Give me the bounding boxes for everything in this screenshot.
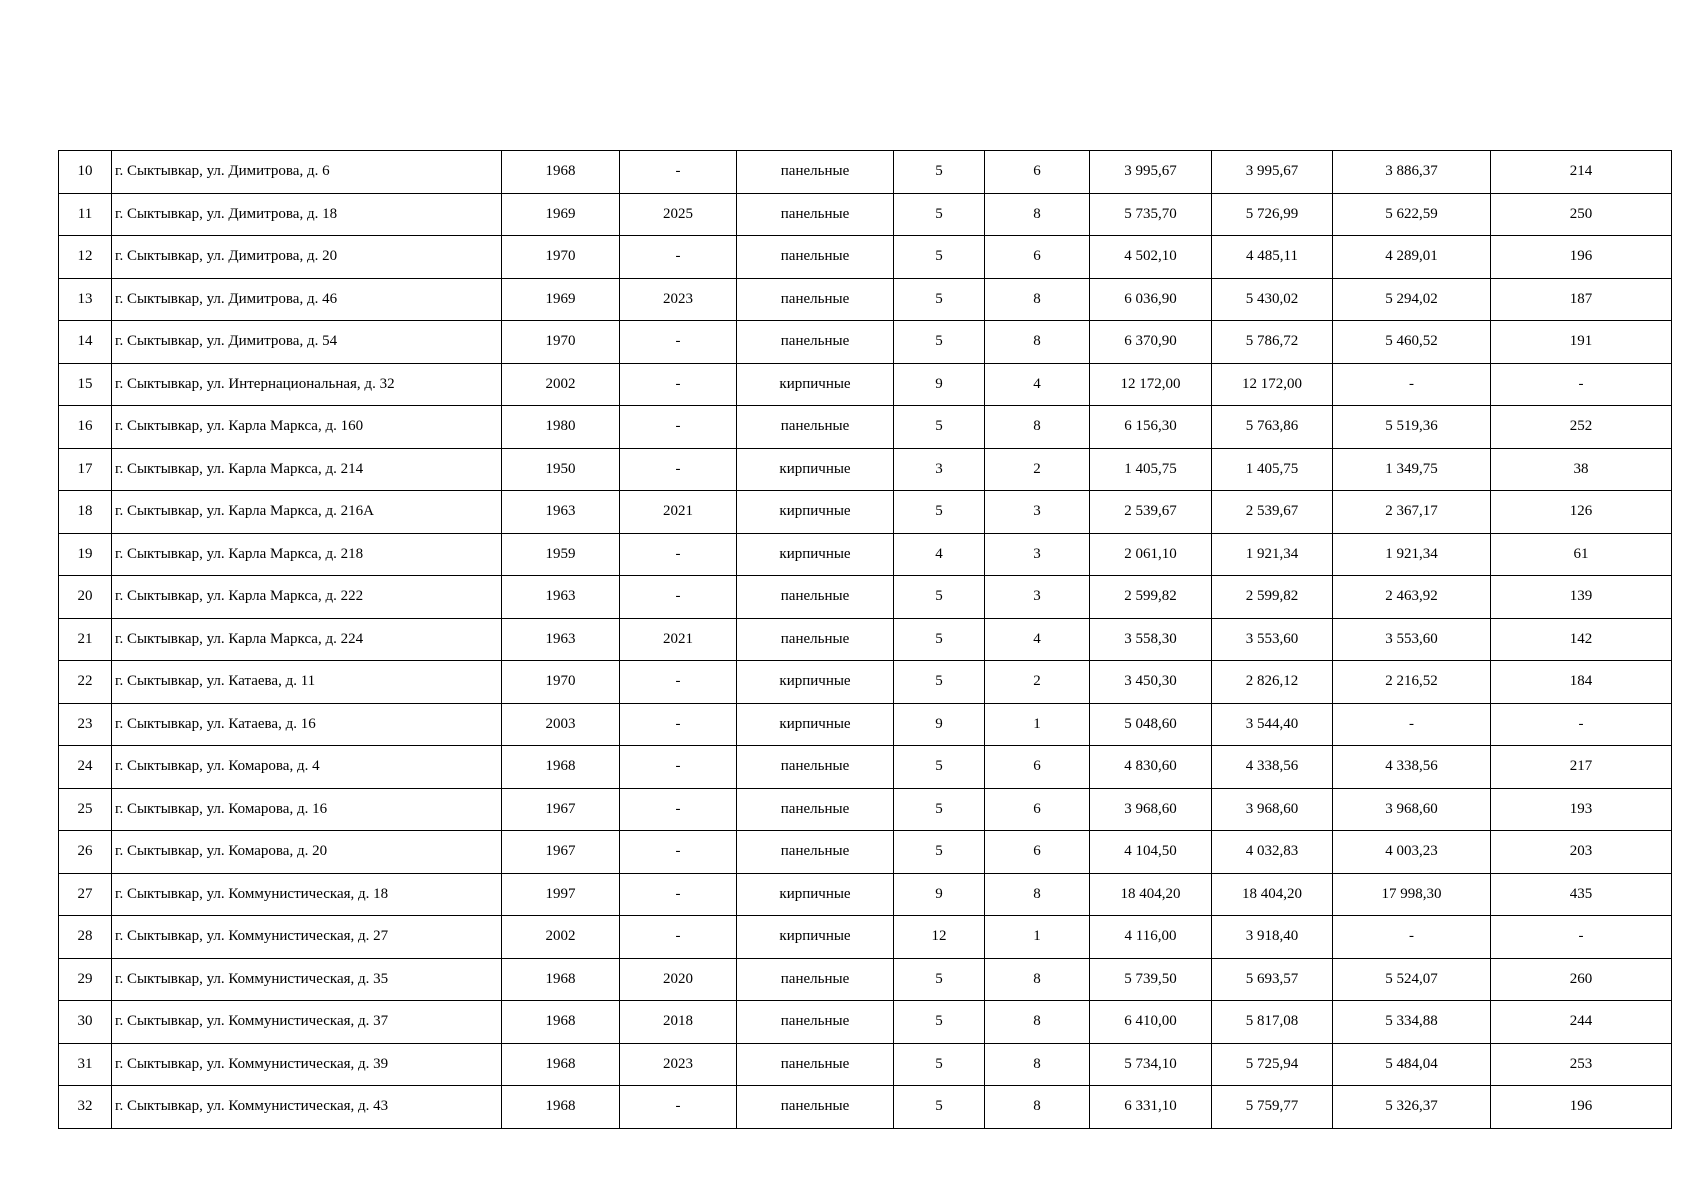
address-cell: г. Сыктывкар, ул. Димитрова, д. 18 — [112, 193, 502, 236]
total-area-cell: 4 502,10 — [1090, 236, 1212, 279]
year-built-cell: 1963 — [502, 618, 620, 661]
wall-material-cell: панельные — [737, 151, 894, 194]
residential-area-cell: 3 918,40 — [1212, 916, 1333, 959]
floors-cell: 5 — [894, 1086, 985, 1129]
address-cell: г. Сыктывкар, ул. Димитрова, д. 54 — [112, 321, 502, 364]
address-cell: г. Сыктывкар, ул. Карла Маркса, д. 218 — [112, 533, 502, 576]
row-number-cell: 26 — [59, 831, 112, 874]
floors-cell: 5 — [894, 788, 985, 831]
residential-area-cell: 2 539,67 — [1212, 491, 1333, 534]
total-area-cell: 4 104,50 — [1090, 831, 1212, 874]
total-area-cell: 5 048,60 — [1090, 703, 1212, 746]
total-area-cell: 6 036,90 — [1090, 278, 1212, 321]
address-cell: г. Сыктывкар, ул. Карла Маркса, д. 224 — [112, 618, 502, 661]
address-cell: г. Сыктывкар, ул. Коммунистическая, д. 39 — [112, 1043, 502, 1086]
row-number-cell: 11 — [59, 193, 112, 236]
table-row — [59, 406, 1672, 449]
repair-year-cell: 2023 — [620, 1043, 737, 1086]
entrances-cell: 1 — [985, 916, 1090, 959]
repair-year-cell: - — [620, 746, 737, 789]
row-number-cell: 32 — [59, 1086, 112, 1129]
year-built-cell: 1968 — [502, 1043, 620, 1086]
floors-cell: 5 — [894, 491, 985, 534]
repair-year-cell: - — [620, 448, 737, 491]
apartment-area-cell: 5 334,88 — [1333, 1001, 1491, 1044]
total-area-cell: 4 830,60 — [1090, 746, 1212, 789]
year-built-cell: 1963 — [502, 491, 620, 534]
apartment-area-cell: - — [1333, 916, 1491, 959]
wall-material-cell: кирпичные — [737, 491, 894, 534]
apartment-area-cell: 3 553,60 — [1333, 618, 1491, 661]
entrances-cell: 8 — [985, 958, 1090, 1001]
wall-material-cell: панельные — [737, 1086, 894, 1129]
row-number-cell: 12 — [59, 236, 112, 279]
apartment-area-cell: - — [1333, 703, 1491, 746]
wall-material-cell: кирпичные — [737, 873, 894, 916]
apartment-area-cell: 5 326,37 — [1333, 1086, 1491, 1129]
repair-year-cell: - — [620, 576, 737, 619]
repair-year-cell: - — [620, 873, 737, 916]
wall-material-cell: панельные — [737, 618, 894, 661]
residents-cell: 214 — [1491, 151, 1672, 194]
wall-material-cell: кирпичные — [737, 448, 894, 491]
year-built-cell: 1959 — [502, 533, 620, 576]
residential-area-cell: 5 693,57 — [1212, 958, 1333, 1001]
row-number-cell: 23 — [59, 703, 112, 746]
table-row — [59, 363, 1672, 406]
entrances-cell: 2 — [985, 661, 1090, 704]
address-cell: г. Сыктывкар, ул. Карла Маркса, д. 160 — [112, 406, 502, 449]
residential-area-cell: 2 826,12 — [1212, 661, 1333, 704]
table-row — [59, 491, 1672, 534]
wall-material-cell: панельные — [737, 236, 894, 279]
year-built-cell: 1968 — [502, 746, 620, 789]
residents-cell: 61 — [1491, 533, 1672, 576]
table-row — [59, 873, 1672, 916]
entrances-cell: 6 — [985, 151, 1090, 194]
wall-material-cell: панельные — [737, 406, 894, 449]
row-number-cell: 31 — [59, 1043, 112, 1086]
year-built-cell: 1967 — [502, 831, 620, 874]
entrances-cell: 8 — [985, 873, 1090, 916]
row-number-cell: 27 — [59, 873, 112, 916]
entrances-cell: 6 — [985, 236, 1090, 279]
address-cell: г. Сыктывкар, ул. Карла Маркса, д. 222 — [112, 576, 502, 619]
wall-material-cell: панельные — [737, 1001, 894, 1044]
apartment-area-cell: 3 968,60 — [1333, 788, 1491, 831]
floors-cell: 5 — [894, 746, 985, 789]
entrances-cell: 3 — [985, 491, 1090, 534]
floors-cell: 5 — [894, 1001, 985, 1044]
total-area-cell: 3 995,67 — [1090, 151, 1212, 194]
residential-area-cell: 1 921,34 — [1212, 533, 1333, 576]
table-row — [59, 831, 1672, 874]
address-cell: г. Сыктывкар, ул. Карла Маркса, д. 216А — [112, 491, 502, 534]
entrances-cell: 4 — [985, 363, 1090, 406]
address-cell: г. Сыктывкар, ул. Комарова, д. 4 — [112, 746, 502, 789]
floors-cell: 5 — [894, 831, 985, 874]
row-number-cell: 17 — [59, 448, 112, 491]
residential-area-cell: 5 726,99 — [1212, 193, 1333, 236]
repair-year-cell: - — [620, 703, 737, 746]
year-built-cell: 1950 — [502, 448, 620, 491]
apartment-area-cell: 5 484,04 — [1333, 1043, 1491, 1086]
repair-year-cell: - — [620, 533, 737, 576]
residents-cell: - — [1491, 916, 1672, 959]
entrances-cell: 8 — [985, 278, 1090, 321]
residents-cell: - — [1491, 703, 1672, 746]
floors-cell: 5 — [894, 661, 985, 704]
apartment-area-cell: 3 886,37 — [1333, 151, 1491, 194]
table-row — [59, 618, 1672, 661]
residential-area-cell: 5 817,08 — [1212, 1001, 1333, 1044]
residential-area-cell: 4 032,83 — [1212, 831, 1333, 874]
row-number-cell: 22 — [59, 661, 112, 704]
repair-year-cell: - — [620, 661, 737, 704]
residents-cell: 38 — [1491, 448, 1672, 491]
apartment-area-cell: 5 519,36 — [1333, 406, 1491, 449]
residential-area-cell: 5 725,94 — [1212, 1043, 1333, 1086]
entrances-cell: 2 — [985, 448, 1090, 491]
residents-cell: 196 — [1491, 1086, 1672, 1129]
row-number-cell: 13 — [59, 278, 112, 321]
table-row — [59, 916, 1672, 959]
wall-material-cell: кирпичные — [737, 661, 894, 704]
residents-cell: 126 — [1491, 491, 1672, 534]
wall-material-cell: кирпичные — [737, 916, 894, 959]
wall-material-cell: панельные — [737, 958, 894, 1001]
residents-cell: 139 — [1491, 576, 1672, 619]
residents-cell: 193 — [1491, 788, 1672, 831]
table-row — [59, 788, 1672, 831]
address-cell: г. Сыктывкар, ул. Катаева, д. 11 — [112, 661, 502, 704]
table-row — [59, 236, 1672, 279]
apartment-area-cell: 5 524,07 — [1333, 958, 1491, 1001]
wall-material-cell: кирпичные — [737, 363, 894, 406]
total-area-cell: 12 172,00 — [1090, 363, 1212, 406]
row-number-cell: 14 — [59, 321, 112, 364]
entrances-cell: 6 — [985, 788, 1090, 831]
row-number-cell: 19 — [59, 533, 112, 576]
residential-area-cell: 3 544,40 — [1212, 703, 1333, 746]
entrances-cell: 6 — [985, 831, 1090, 874]
apartment-area-cell: 5 460,52 — [1333, 321, 1491, 364]
table-row — [59, 1086, 1672, 1129]
wall-material-cell: панельные — [737, 788, 894, 831]
total-area-cell: 5 735,70 — [1090, 193, 1212, 236]
table-row — [59, 533, 1672, 576]
wall-material-cell: панельные — [737, 576, 894, 619]
wall-material-cell: панельные — [737, 831, 894, 874]
apartment-area-cell: 4 338,56 — [1333, 746, 1491, 789]
row-number-cell: 16 — [59, 406, 112, 449]
wall-material-cell: кирпичные — [737, 533, 894, 576]
floors-cell: 5 — [894, 321, 985, 364]
residential-area-cell: 12 172,00 — [1212, 363, 1333, 406]
repair-year-cell: - — [620, 916, 737, 959]
entrances-cell: 6 — [985, 746, 1090, 789]
table-body — [59, 151, 1672, 1129]
address-cell: г. Сыктывкар, ул. Коммунистическая, д. 18 — [112, 873, 502, 916]
residents-cell: 253 — [1491, 1043, 1672, 1086]
total-area-cell: 6 410,00 — [1090, 1001, 1212, 1044]
year-built-cell: 1969 — [502, 193, 620, 236]
residents-cell: 260 — [1491, 958, 1672, 1001]
residents-cell: 244 — [1491, 1001, 1672, 1044]
table-row — [59, 278, 1672, 321]
year-built-cell: 1970 — [502, 661, 620, 704]
total-area-cell: 3 558,30 — [1090, 618, 1212, 661]
total-area-cell: 2 539,67 — [1090, 491, 1212, 534]
residential-area-cell: 3 995,67 — [1212, 151, 1333, 194]
residents-cell: 435 — [1491, 873, 1672, 916]
residential-area-cell: 5 763,86 — [1212, 406, 1333, 449]
year-built-cell: 1980 — [502, 406, 620, 449]
repair-year-cell: - — [620, 788, 737, 831]
total-area-cell: 2 061,10 — [1090, 533, 1212, 576]
residential-area-cell: 5 430,02 — [1212, 278, 1333, 321]
total-area-cell: 3 968,60 — [1090, 788, 1212, 831]
year-built-cell: 1963 — [502, 576, 620, 619]
residential-area-cell: 1 405,75 — [1212, 448, 1333, 491]
row-number-cell: 30 — [59, 1001, 112, 1044]
repair-year-cell: - — [620, 321, 737, 364]
repair-year-cell: - — [620, 151, 737, 194]
row-number-cell: 25 — [59, 788, 112, 831]
residential-area-cell: 18 404,20 — [1212, 873, 1333, 916]
apartment-area-cell: 4 003,23 — [1333, 831, 1491, 874]
row-number-cell: 24 — [59, 746, 112, 789]
table-row — [59, 703, 1672, 746]
entrances-cell: 3 — [985, 533, 1090, 576]
total-area-cell: 6 156,30 — [1090, 406, 1212, 449]
total-area-cell: 4 116,00 — [1090, 916, 1212, 959]
total-area-cell: 6 331,10 — [1090, 1086, 1212, 1129]
apartment-area-cell: 5 622,59 — [1333, 193, 1491, 236]
residential-area-cell: 5 759,77 — [1212, 1086, 1333, 1129]
row-number-cell: 20 — [59, 576, 112, 619]
residential-area-cell: 4 338,56 — [1212, 746, 1333, 789]
address-cell: г. Сыктывкар, ул. Карла Маркса, д. 214 — [112, 448, 502, 491]
entrances-cell: 4 — [985, 618, 1090, 661]
floors-cell: 5 — [894, 1043, 985, 1086]
total-area-cell: 6 370,90 — [1090, 321, 1212, 364]
apartment-area-cell: 1 921,34 — [1333, 533, 1491, 576]
total-area-cell: 1 405,75 — [1090, 448, 1212, 491]
residents-cell: 217 — [1491, 746, 1672, 789]
floors-cell: 5 — [894, 406, 985, 449]
table-row — [59, 958, 1672, 1001]
address-cell: г. Сыктывкар, ул. Коммунистическая, д. 43 — [112, 1086, 502, 1129]
total-area-cell: 3 450,30 — [1090, 661, 1212, 704]
entrances-cell: 8 — [985, 1043, 1090, 1086]
year-built-cell: 2002 — [502, 916, 620, 959]
address-cell: г. Сыктывкар, ул. Интернациональная, д. 32 — [112, 363, 502, 406]
year-built-cell: 1969 — [502, 278, 620, 321]
apartment-area-cell: 1 349,75 — [1333, 448, 1491, 491]
repair-year-cell: 2021 — [620, 491, 737, 534]
address-cell: г. Сыктывкар, ул. Димитрова, д. 46 — [112, 278, 502, 321]
row-number-cell: 10 — [59, 151, 112, 194]
address-cell: г. Сыктывкар, ул. Коммунистическая, д. 35 — [112, 958, 502, 1001]
row-number-cell: 21 — [59, 618, 112, 661]
apartment-area-cell: 2 216,52 — [1333, 661, 1491, 704]
repair-year-cell: 2021 — [620, 618, 737, 661]
repair-year-cell: - — [620, 406, 737, 449]
table-row — [59, 576, 1672, 619]
table-row — [59, 746, 1672, 789]
residents-cell: 203 — [1491, 831, 1672, 874]
residents-cell: 196 — [1491, 236, 1672, 279]
entrances-cell: 1 — [985, 703, 1090, 746]
table-row — [59, 321, 1672, 364]
address-cell: г. Сыктывкар, ул. Коммунистическая, д. 27 — [112, 916, 502, 959]
total-area-cell: 18 404,20 — [1090, 873, 1212, 916]
address-cell: г. Сыктывкар, ул. Димитрова, д. 20 — [112, 236, 502, 279]
row-number-cell: 29 — [59, 958, 112, 1001]
year-built-cell: 1997 — [502, 873, 620, 916]
wall-material-cell: панельные — [737, 193, 894, 236]
repair-year-cell: 2023 — [620, 278, 737, 321]
residential-area-cell: 5 786,72 — [1212, 321, 1333, 364]
repair-year-cell: - — [620, 363, 737, 406]
repair-year-cell: 2020 — [620, 958, 737, 1001]
residential-area-cell: 3 553,60 — [1212, 618, 1333, 661]
year-built-cell: 1968 — [502, 151, 620, 194]
apartment-area-cell: 2 463,92 — [1333, 576, 1491, 619]
address-cell: г. Сыктывкар, ул. Комарова, д. 20 — [112, 831, 502, 874]
floors-cell: 9 — [894, 703, 985, 746]
wall-material-cell: кирпичные — [737, 703, 894, 746]
floors-cell: 5 — [894, 618, 985, 661]
wall-material-cell: панельные — [737, 321, 894, 364]
residential-area-cell: 3 968,60 — [1212, 788, 1333, 831]
entrances-cell: 8 — [985, 406, 1090, 449]
repair-year-cell: - — [620, 1086, 737, 1129]
table-row — [59, 193, 1672, 236]
apartment-area-cell: 2 367,17 — [1333, 491, 1491, 534]
floors-cell: 5 — [894, 278, 985, 321]
row-number-cell: 18 — [59, 491, 112, 534]
table-row — [59, 448, 1672, 491]
entrances-cell: 8 — [985, 321, 1090, 364]
address-cell: г. Сыктывкар, ул. Катаева, д. 16 — [112, 703, 502, 746]
floors-cell: 12 — [894, 916, 985, 959]
table-row — [59, 151, 1672, 194]
housing-registry-table — [58, 150, 1672, 1129]
address-cell: г. Сыктывкар, ул. Димитрова, д. 6 — [112, 151, 502, 194]
table-row — [59, 1001, 1672, 1044]
apartment-area-cell: 17 998,30 — [1333, 873, 1491, 916]
total-area-cell: 5 739,50 — [1090, 958, 1212, 1001]
residents-cell: 142 — [1491, 618, 1672, 661]
residents-cell: - — [1491, 363, 1672, 406]
residents-cell: 250 — [1491, 193, 1672, 236]
floors-cell: 4 — [894, 533, 985, 576]
floors-cell: 9 — [894, 363, 985, 406]
year-built-cell: 2003 — [502, 703, 620, 746]
total-area-cell: 2 599,82 — [1090, 576, 1212, 619]
residents-cell: 191 — [1491, 321, 1672, 364]
floors-cell: 5 — [894, 236, 985, 279]
address-cell: г. Сыктывкар, ул. Коммунистическая, д. 37 — [112, 1001, 502, 1044]
year-built-cell: 2002 — [502, 363, 620, 406]
wall-material-cell: панельные — [737, 278, 894, 321]
entrances-cell: 8 — [985, 193, 1090, 236]
residential-area-cell: 4 485,11 — [1212, 236, 1333, 279]
year-built-cell: 1968 — [502, 1086, 620, 1129]
floors-cell: 5 — [894, 193, 985, 236]
residents-cell: 252 — [1491, 406, 1672, 449]
year-built-cell: 1968 — [502, 958, 620, 1001]
apartment-area-cell: - — [1333, 363, 1491, 406]
wall-material-cell: панельные — [737, 1043, 894, 1086]
year-built-cell: 1968 — [502, 1001, 620, 1044]
apartment-area-cell: 4 289,01 — [1333, 236, 1491, 279]
entrances-cell: 8 — [985, 1001, 1090, 1044]
floors-cell: 5 — [894, 576, 985, 619]
repair-year-cell: 2025 — [620, 193, 737, 236]
entrances-cell: 8 — [985, 1086, 1090, 1129]
table-row — [59, 661, 1672, 704]
repair-year-cell: - — [620, 831, 737, 874]
row-number-cell: 28 — [59, 916, 112, 959]
floors-cell: 5 — [894, 958, 985, 1001]
residents-cell: 184 — [1491, 661, 1672, 704]
year-built-cell: 1970 — [502, 236, 620, 279]
floors-cell: 9 — [894, 873, 985, 916]
year-built-cell: 1967 — [502, 788, 620, 831]
repair-year-cell: - — [620, 236, 737, 279]
entrances-cell: 3 — [985, 576, 1090, 619]
wall-material-cell: панельные — [737, 746, 894, 789]
floors-cell: 3 — [894, 448, 985, 491]
table-row — [59, 1043, 1672, 1086]
residential-area-cell: 2 599,82 — [1212, 576, 1333, 619]
residents-cell: 187 — [1491, 278, 1672, 321]
year-built-cell: 1970 — [502, 321, 620, 364]
row-number-cell: 15 — [59, 363, 112, 406]
apartment-area-cell: 5 294,02 — [1333, 278, 1491, 321]
total-area-cell: 5 734,10 — [1090, 1043, 1212, 1086]
floors-cell: 5 — [894, 151, 985, 194]
repair-year-cell: 2018 — [620, 1001, 737, 1044]
address-cell: г. Сыктывкар, ул. Комарова, д. 16 — [112, 788, 502, 831]
